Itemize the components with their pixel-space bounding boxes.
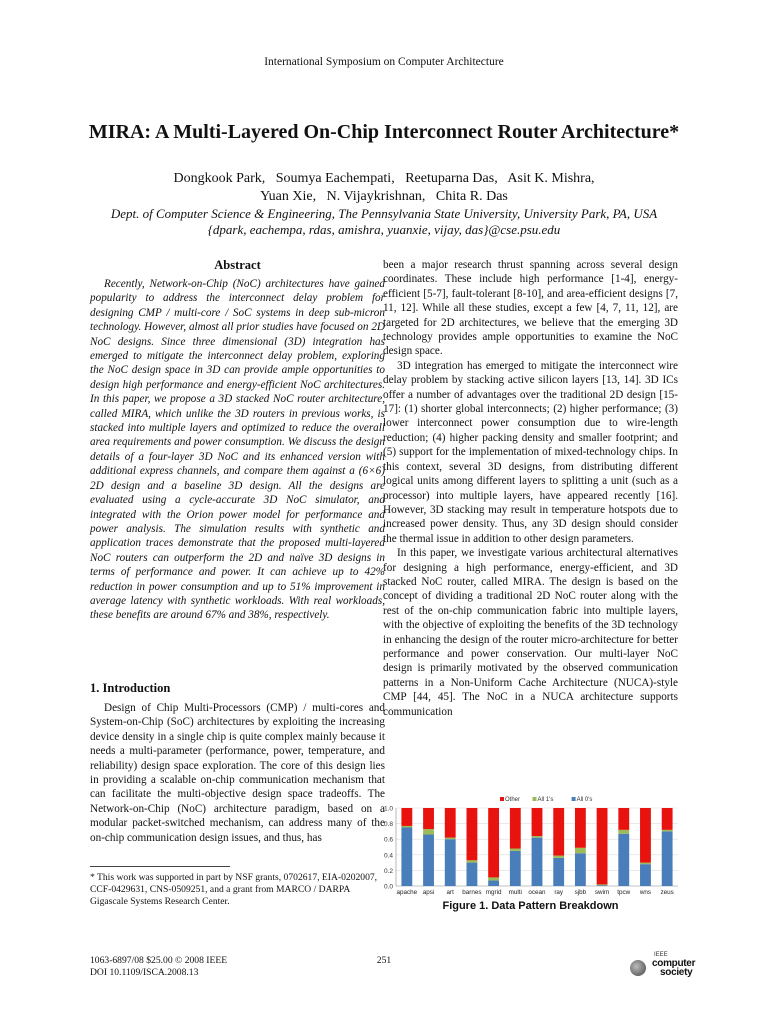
abstract-text: Recently, Network-on-Chip (NoC) architectures have gained popularity to address the interconnect delay problem for designing CMP / multi-core / SoC systems in deep sub-micron technology. However, almost all prior studies have focused on 2D NoC designs. Since three dimensional (3D) integration has emerged to mitigate the interconnect delay problem, exploring the NoC design space in 3D can provide ample opportunities to design high performance and energy-efficient NoC architectures. In this paper, we propose a 3D stacked NoC router architecture, called MIRA, which unlike the 3D routers in previous works, is stacked into multiple layers and optimized to reduce the overall area requirements and power consumption. We discuss the design details of a four-layer 3D NoC and its enhanced version with additional express channels, and compare them against a (6×6) 2D design and a baseline 3D design. All the designs are evaluated using a cycle-accurate 3D NoC simulator, and integrated with the Orion power model for performance and power analysis. The simulation results with synthetic and application traces demonstrate that the proposed multi-layered NoC routers can outperform the 2D and naïve 3D designs in terms of performance and power. It can achieve up to 42% reduction in power consumption and up to 51% improvement in average latency with synthetic workloads. With real workloads, these benefits are around 67% and 38%, respectively.	[90, 278, 385, 622]
x-tick-label: zeus	[660, 889, 674, 896]
affiliation: Dept. of Computer Science & Engineering, The Pennsylvania State University, University Park, PA, USA	[110, 206, 658, 221]
authors-line-2: Yuan Xie, N. Vijaykrishnan, Chita R. Das	[260, 189, 508, 204]
legend-swatch	[500, 797, 504, 801]
bar-segment	[597, 884, 608, 885]
legend-label: All 0's	[576, 797, 593, 803]
bar-segment	[488, 808, 499, 877]
x-tick-label: art	[446, 889, 454, 896]
bar-segment	[445, 808, 456, 838]
globe-icon	[630, 960, 646, 976]
introduction-text: Design of Chip Multi-Processors (CMP) / multi-cores and System-on-Chip (SoC) architectures by exploiting the increasing device density in a single chip is quite complex mainly because it needs a multi-parameter (performance, power, temperature, and reliability) design space exploration. The core of this design lies in providing a scalable on-chip communication mechanism that can facilitate the multi-objective design space tradeoffs. The Network-on-Chip (NoC) architecture paradigm, based on a modular packet-switched mechanism, can address many of the on-chip communication design issues, and thus, has	[90, 702, 385, 844]
bar-segment	[488, 881, 499, 886]
legend-label: All 1's	[537, 797, 554, 803]
bar-segment	[618, 834, 629, 886]
author-emails: {dpark, eachempa, rdas, amishra, yuanxie, vijay, das}@cse.psu.edu	[207, 222, 561, 237]
bar-segment	[423, 808, 434, 829]
bar-segment	[553, 858, 564, 886]
bar-segment	[640, 863, 651, 865]
bar-segment	[423, 829, 434, 834]
y-tick-label: 1.0	[383, 805, 393, 813]
bar-segment	[618, 830, 629, 834]
bar-segment	[401, 826, 412, 828]
x-tick-label: multi	[508, 889, 522, 896]
paragraph-1: been a major research thrust spanning across several design coordinates. These include high performance [1-4], energy-efficient [5-7], fault-tolerant [8-10], and area-efficient designs [7, 11, 12]. While all these studies, except a few [4, 7, 11, 12], are targeted for 2D architectures, we believe that the emerging 3D technology provides ample opportunities to examine the NoC design space.	[383, 259, 678, 358]
y-tick-label: 0.8	[383, 821, 393, 829]
x-tick-label: ocean	[528, 889, 546, 896]
author-list	[0, 170, 768, 206]
y-tick-label: 0.6	[383, 836, 393, 844]
x-tick-label: mgrid	[485, 889, 502, 896]
bar-segment	[575, 853, 586, 886]
logo-ieee-text: IEEE	[654, 952, 668, 958]
right-column-text	[383, 258, 678, 719]
x-tick-label: tpcw	[617, 889, 631, 896]
bar-segment	[532, 836, 543, 838]
bar-segment	[597, 885, 608, 886]
x-tick-label: ray	[554, 889, 564, 896]
bar-segment	[640, 864, 651, 886]
bar-segment	[553, 856, 564, 858]
bar-segment	[488, 877, 499, 880]
legend-swatch	[572, 797, 576, 801]
paragraph-3: In this paper, we investigate various architectural alternatives for designing a high performance, energy-efficient, and 3D stacked NoC router, called MIRA. The design is based on the concept of dividing a traditional 2D NoC router along with the rest of the on-chip communication fabric into multiple layers, with the objective of exploiting the benefits of the 3D technology in enhancing the design of the router micro-architecture for better performance and power conservation. Our multi-layer NoC design is primarily motivated by the observed communication patterns in a Non-Uniform Cache Architecture (NUCA)-style CMP [44, 45]. The NoC in a NUCA architecture supports communication	[383, 547, 678, 718]
ieee-computer-society-logo	[630, 952, 696, 982]
x-tick-label: apsi	[422, 889, 435, 896]
bar-segment	[553, 808, 564, 856]
legend-label: Other	[505, 797, 521, 803]
bar-segment	[401, 828, 412, 887]
y-tick-label: 0.4	[383, 852, 393, 860]
x-tick-label: swim	[594, 889, 610, 896]
paragraph-2: 3D integration has emerged to mitigate the interconnect wire delay problem by stacking active silicon layers [13, 14]. 3D ICs offer a number of advantages over the traditional 2D design [15-17]: (1) shorter global interconnects; (2) higher performance; (3) lower interconnect power consumption due to wire-length reduction; (4) higher packing density and smaller footprint; and (5) support for the implementation of mixed-technology chips. In this context, several 3D designs, from distributing different logical units among different layers to splitting a unit (such as a processor) into multiple layers, have appeared recently [16]. However, 3D stacking may result in temperature hotspots due to increased power density. Thus, any 3D design should consider the thermal issue in addition to other design parameters.	[383, 359, 678, 545]
y-tick-label: 0.2	[383, 867, 393, 875]
x-tick-label: barnes	[462, 889, 482, 896]
bar-segment	[662, 808, 673, 830]
bar-segment	[423, 835, 434, 886]
abstract-heading: Abstract	[214, 258, 261, 272]
logo-computer-text: computer	[652, 958, 696, 969]
footnote: * This work was supported in part by NSF grants, 0702617, EIA-0202007, CCF-0429631, CNS-0509251, and a grant from MARCO / DARPA Gigascale Systems Research Center.	[90, 872, 378, 907]
x-tick-label: apache	[396, 889, 418, 896]
logo-society-text: society	[660, 967, 693, 978]
bar-segment	[575, 848, 586, 853]
bar-segment	[597, 808, 608, 884]
paper-title: MIRA: A Multi-Layered On-Chip Interconnect Router Architecture*	[88, 121, 680, 143]
y-tick-label: 0.0	[383, 883, 393, 891]
bar-segment	[618, 808, 629, 830]
bar-segment	[532, 808, 543, 836]
bar-segment	[510, 849, 521, 851]
bar-segment	[532, 838, 543, 886]
authors-line-1: Dongkook Park, Soumya Eachempati, Reetuparna Das, Asit K. Mishra,	[173, 171, 595, 186]
bar-segment	[445, 838, 456, 840]
data-pattern-chart	[372, 794, 684, 902]
x-tick-label: sjbb	[574, 889, 587, 896]
bar-segment	[510, 851, 521, 886]
copyright-line: 1063-6897/08 $25.00 © 2008 IEEE	[90, 955, 228, 966]
x-tick-label: wns	[639, 889, 652, 896]
bar-segment	[467, 860, 478, 862]
figure-caption: Figure 1. Data Pattern Breakdown	[442, 900, 619, 912]
section-heading-introduction: 1. Introduction	[90, 681, 171, 695]
bar-segment	[445, 839, 456, 886]
bar-segment	[575, 808, 586, 848]
footnote-divider	[90, 866, 230, 867]
bar-segment	[401, 808, 412, 826]
bar-segment	[510, 808, 521, 849]
doi-line: DOI 10.1109/ISCA.2008.13	[90, 967, 199, 978]
bar-segment	[467, 863, 478, 886]
venue-header: International Symposium on Computer Architecture	[264, 56, 504, 68]
bar-segment	[640, 808, 651, 863]
affiliation-block	[0, 206, 768, 238]
legend-swatch	[533, 797, 537, 801]
page-number: 251	[376, 955, 392, 966]
bar-segment	[662, 830, 673, 832]
bar-segment	[662, 831, 673, 886]
bar-segment	[467, 808, 478, 860]
